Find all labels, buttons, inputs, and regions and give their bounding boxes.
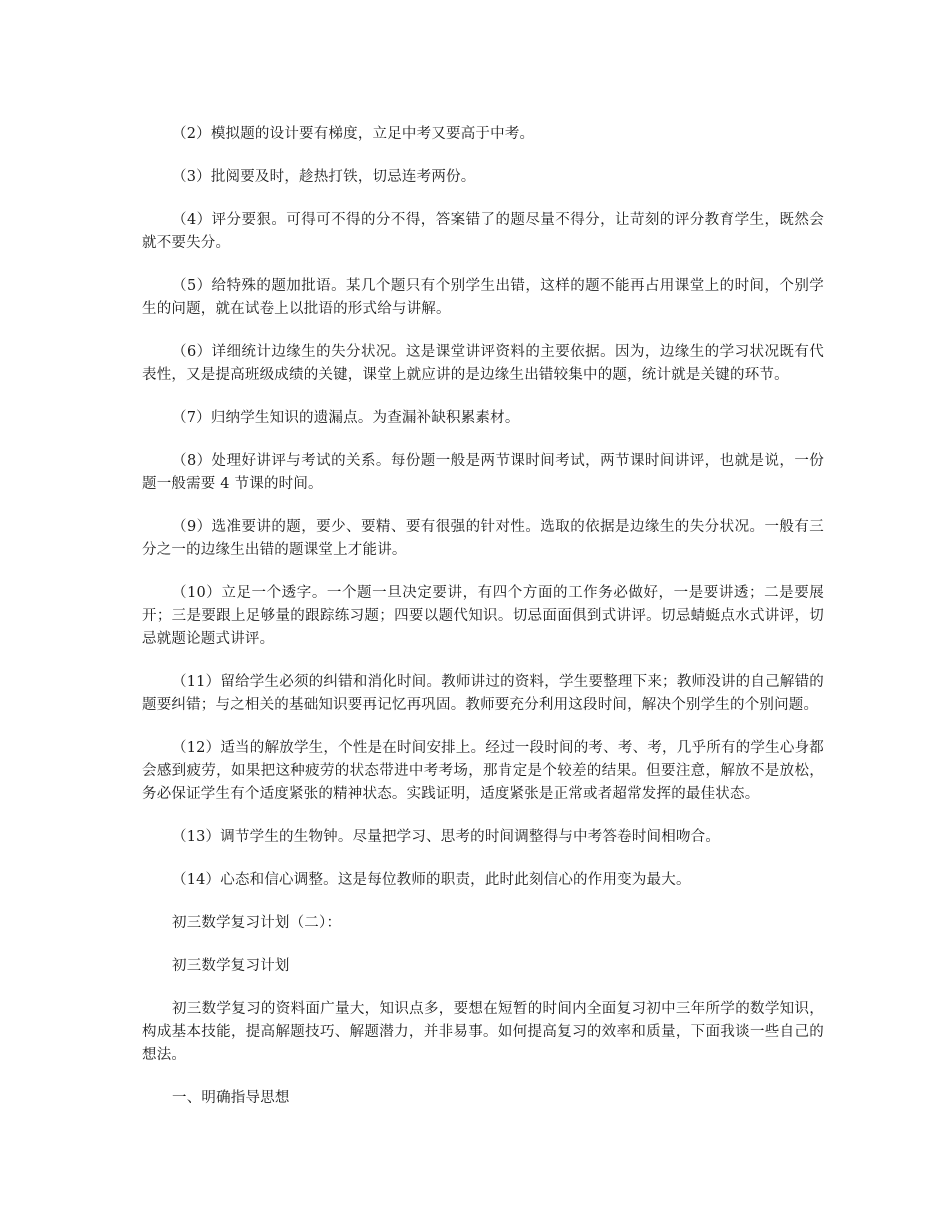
section-heading-guiding-principle: 一、明确指导思想 [172,1090,290,1106]
section-heading-plan: 初三数学复习计划 [172,958,290,974]
paragraph-item-10: （10）立足一个透字。一个题一旦决定要讲，有四个方面的工作务必做好，一是要讲透；二是要展开；三是要跟上足够量的跟踪练习题；四要以题代知识。切忌面面俱到式讲评。切忌蜻蜓点水式讲评，切忌就题论题式讲评。 [142,585,824,647]
paragraph-item-4: （4）评分要狠。可得可不得的分不得，答案错了的题尽量不得分，让苛刻的评分教育学生，既然会就不要失分。 [142,212,824,251]
paragraph-item-2: （2）模拟题的设计要有梯度，立足中考又要高于中考。 [172,126,535,142]
paragraph-item-5: （5）给特殊的题加批语。某几个题只有个别学生出错，这样的题不能再占用课堂上的时间，个别学生的问题，就在试卷上以批语的形式给与讲解。 [142,278,824,317]
paragraph-item-3: （3）批阅要及时，趁热打铁，切忌连考两份。 [172,169,476,185]
paragraph-item-13: （13）调节学生的生物钟。尽量把学习、思考的时间调整得与中考答卷时间相吻合。 [172,829,721,845]
paragraph-item-7: （7）归纳学生知识的遗漏点。为查漏补缺积累素材。 [172,410,520,426]
document-body [142,123,824,1110]
section-heading-plan-two: 初三数学复习计划（二）： [172,915,342,931]
paragraph-item-11: （11）留给学生必须的纠错和消化时间。教师讲过的资料，学生要整理下来；教师没讲的自己解错的题要纠错；与之相关的基础知识要再记忆再巩固。教师要充分利用这段时间，解决个别学生的个别问题。 [142,674,824,713]
paragraph-item-9: （9）选准要讲的题，要少、要精、要有很强的针对性。选取的依据是边缘生的失分状况。一般有三分之一的边缘生出错的题课堂上才能讲。 [142,519,824,558]
paragraph-item-8: （8）处理好讲评与考试的关系。每份题一般是两节课时间考试，两节课时间讲评，也就是说，一份题一般需要 4 节课的时间。 [142,453,824,492]
paragraph-item-12: （12）适当的解放学生，个性是在时间安排上。经过一段时间的考、考、考，几乎所有的学生心身都会感到疲劳，如果把这种疲劳的状态带进中考考场，那肯定是个较差的结果。但要注意，解放不是放松，务必保证学生有个适度紧张的精神状态。实践证明，适度紧张是正常或者超常发挥的最佳状态。 [142,740,824,802]
paragraph-item-14: （14）心态和信心调整。这是每位教师的职责，此时此刻信心的作用变为最大。 [172,872,691,888]
paragraph-item-6: （6）详细统计边缘生的失分状况。这是课堂讲评资料的主要依据。因为，边缘生的学习状况既有代表性，又是提高班级成绩的关键，课堂上就应讲的是边缘生出错较集中的题，统计就是关键的环节。 [142,344,824,383]
intro-paragraph: 初三数学复习的资料面广量大，知识点多，要想在短暂的时间内全面复习初中三年所学的数学知识，构成基本技能，提高解题技巧、解题潜力，并非易事。如何提高复习的效率和质量，下面我谈一些自己的想法。 [142,1001,824,1063]
